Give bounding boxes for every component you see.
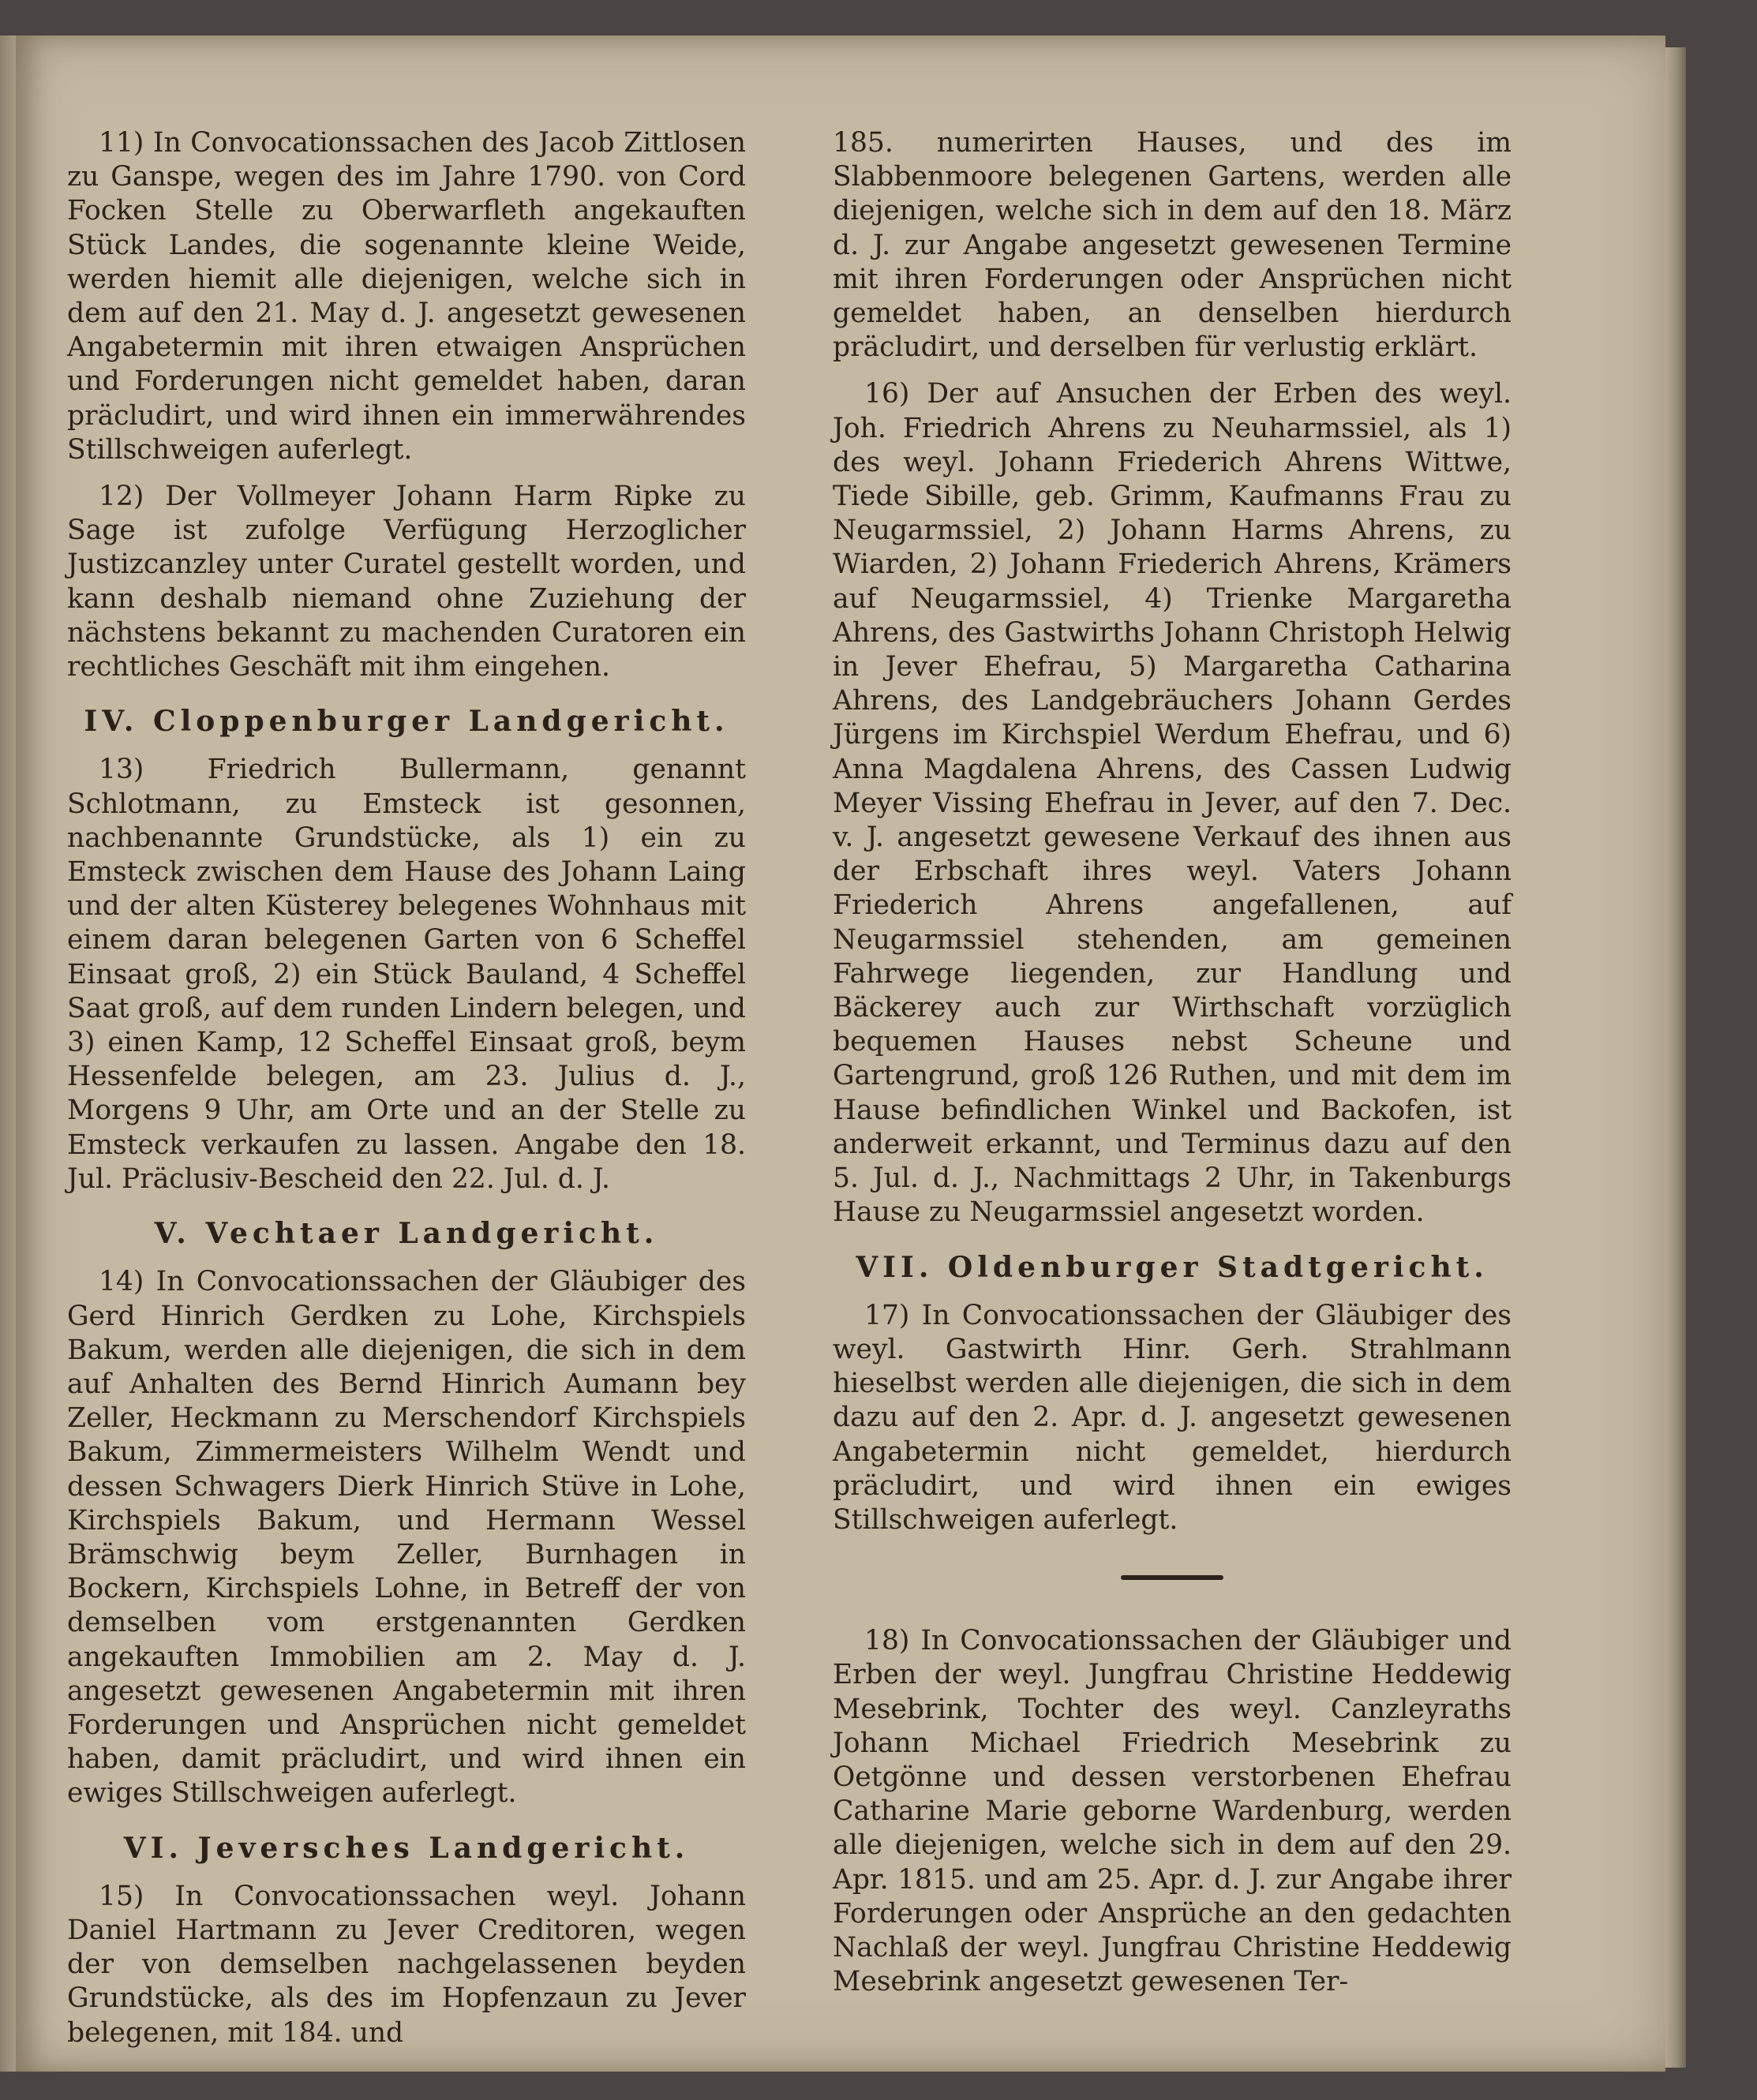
paragraph-14: 14) In Convocationssachen der Gläubiger des Gerd Hinrich Gerdken zu Lohe, Kirchspiels Bakum, werden alle diejenigen, die sich in dem auf Anhalten des Bernd Hinrich Aumann bey Zeller, Heckmann zu Merschendorf Kirchspiels Bakum, Zimmermeisters Wilhelm Wendt und dessen Schwagers Dierk Hinrich Stüve in Lohe, Kirchspiels Bakum, und Hermann Wessel Brämschwig beym Zeller, Burnhagen in Bockern, Kirchspiels Lohne, in Betreff der von demselben vom erstgenannten Gerdken angekauften Immobilien am 2. May d. J. angesetzt gewesenen Angabetermin mit ihren Forderungen und Ansprüchen nicht gemeldet haben, damit präcludirt, und wird ihnen ein ewiges Stillschweigen auferlegt.	[67, 1266, 746, 1810]
right-column	[833, 126, 1512, 2012]
paragraph-18: 18) In Convocationssachen der Gläubiger und Erben der weyl. Jungfrau Christine Heddewig Mesebrink, Tochter des weyl. Canzleyraths Johann Michael Friedrich Mesebrink zu Oetgönne und dessen verstorbenen Ehefrau Catharine Marie geborne Wardenburg, werden alle diejenigen, welche sich in dem auf den 29. Apr. 1815. und am 25. Apr. d. J. zur Angabe ihrer Forderungen oder Ansprüche an den gedachten Nachlaß der weyl. Jungfrau Christine Heddewig Mesebrink angesetzt gewesenen Ter-	[833, 1625, 1512, 1998]
section-heading-vii: VII. Oldenburger Stadtgericht.	[856, 1250, 1489, 1284]
page-edge	[1665, 47, 1686, 2068]
paragraph-12: 12) Der Vollmeyer Johann Harm Ripke zu Sage ist zufolge Verfügung Herzoglicher Justizcanzley unter Curatel gestellt worden, und kann deshalb niemand ohne Zuziehung der nächstens bekannt zu machenden Curatoren ein rechtliches Geschäft mit ihm eingehen.	[67, 481, 746, 683]
section-heading-v: V. Vechtaer Landgericht.	[154, 1217, 659, 1251]
paragraph-15-continued: 185. numerirten Hauses, und des im Slabbenmoore belegenen Gartens, werden alle diejenigen, welche sich in dem auf den 18. März d. J. zur Angabe angesetzt gewesenen Termine mit ihren Forderungen oder Ansprüchen nicht gemeldet haben, an denselben hierdurch präcludirt, und derselben für verlustig erklärt.	[833, 127, 1512, 364]
section-heading-vi: VI. Jeversches Landgericht.	[123, 1831, 690, 1865]
paragraph-11: 11) In Convocationssachen des Jacob Zittlosen zu Ganspe, wegen des im Jahre 1790. von Cord Focken Stelle zu Oberwarfleth angekauften Stück Landes, die sogenannte kleine Weide, werden hiemit alle diejenigen, welche sich in dem auf den 21. May d. J. angesetzt gewesenen Angabetermin mit ihren etwaigen Ansprüchen und Forderungen nicht gemeldet haben, daran präcludirt, und wird ihnen ein immerwährendes Stillschweigen auferlegt.	[67, 127, 746, 466]
paragraph-15: 15) In Convocationssachen weyl. Johann Daniel Hartmann zu Jever Creditoren, wegen der von demselben nachgelassenen beyden Grundstücke, als des im Hopfenzaun zu Jever belegenen, mit 184. und	[67, 1880, 746, 2049]
paragraph-17: 17) In Convocationssachen der Gläubiger des weyl. Gastwirth Hinr. Gerh. Strahlmann hieselbst werden alle diejenigen, die sich in dem dazu auf den 2. Apr. d. J. angesetzt gewesenen Angabetermin nicht gemeldet, hierdurch präcludirt, und wird ihnen ein ewiges Stillschweigen auferlegt.	[833, 1299, 1512, 1536]
section-divider	[1121, 1575, 1223, 1580]
paragraph-13: 13) Friedrich Bullermann, genannt Schlotmann, zu Emsteck ist gesonnen, nachbenannte Grundstücke, als 1) ein zu Emsteck zwischen dem Hause des Johann Laing und der alten Küsterey belegenes Wohnhaus mit einem daran belegenen Garten von 6 Scheffel Einsaat groß, 2) ein Stück Bauland, 4 Scheffel Saat groß, auf dem runden Lindern belegen, und 3) einen Kamp, 12 Scheffel Einsaat groß, beym Hessenfelde belegen, am 23. Julius d. J., Morgens 9 Uhr, am Orte und an der Stelle zu Emsteck verkaufen zu lassen. Angabe den 18. Jul. Präclusiv-Bescheid den 22. Jul. d. J.	[67, 754, 746, 1195]
left-column	[67, 126, 746, 2063]
section-heading-iv: IV. Cloppenburger Landgericht.	[84, 705, 729, 739]
paragraph-16: 16) Der auf Ansuchen der Erben des weyl. Joh. Friedrich Ahrens zu Neuharmssiel, als 1) des weyl. Johann Friederich Ahrens Wittwe, Tiede Sibille, geb. Grimm, Kaufmanns Frau zu Neugarmssiel, 2) Johann Harms Ahrens, zu Wiarden, 2) Johann Friederich Ahrens, Krämers auf Neugarmssiel, 4) Trienke Margaretha Ahrens, des Gastwirths Johann Christoph Helwig in Jever Ehefrau, 5) Margaretha Catharina Ahrens, des Landgebräuchers Johann Gerdes Jürgens im Kirchspiel Werdum Ehefrau, und 6) Anna Magdalena Ahrens, des Cassen Ludwig Meyer Vissing Ehefrau in Jever, auf den 7. Dec. v. J. angesetzt gewesene Verkauf des ihnen aus der Erbschaft ihres weyl. Vaters Johann Friederich Ahrens angefallenen, auf Neugarmssiel stehenden, am gemeinen Fahrwege liegenden, zur Handlung und Bäckerey auch zur Wirthschaft vorzüglich bequemen Hauses nebst Scheune und Gartengrund, groß 126 Ruthen, und mit dem im Hause befindlichen Winkel und Backofen, ist anderweit erkannt, und Terminus dazu auf den 5. Jul. d. J., Nachmittags 2 Uhr, in Takenburgs Hause zu Neugarmssiel angesetzt worden.	[833, 378, 1512, 1229]
